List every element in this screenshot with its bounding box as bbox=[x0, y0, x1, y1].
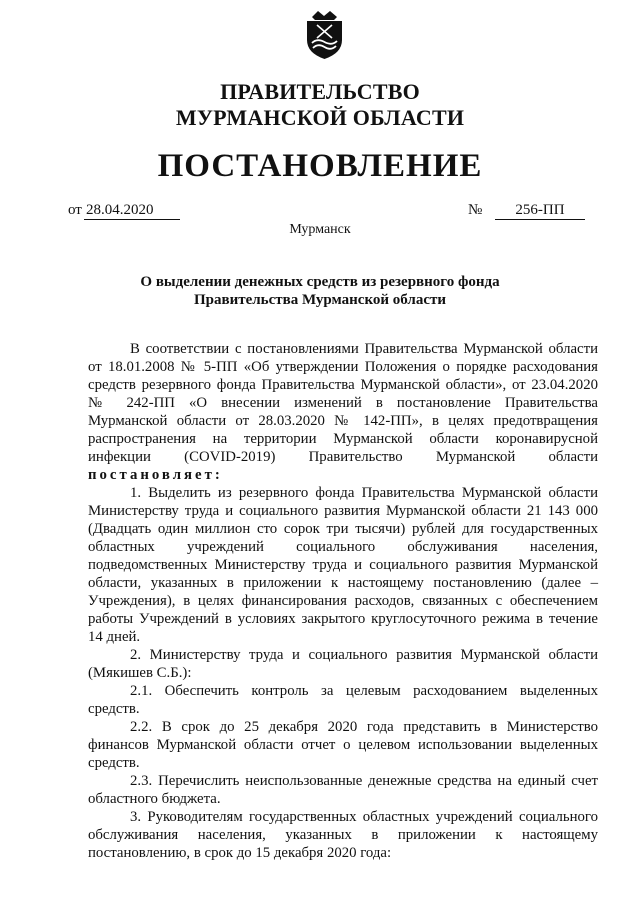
document-number: 256-ПП bbox=[495, 201, 585, 220]
paragraph-2-1: 2.1. Обеспечить контроль за целевым расходованием выделенных средств. bbox=[88, 683, 598, 717]
coat-of-arms-icon bbox=[303, 8, 346, 60]
paragraph-2-3: 2.3. Перечислить неиспользованные денежные средства на единый счет областного бюджета. bbox=[88, 773, 598, 807]
paragraph-2-2: 2.2. В срок до 25 декабря 2020 года представить в Министерство финансов Мурманской области отчет о целевом использовании выделенных средств. bbox=[88, 719, 598, 771]
title-line2: Правительства Мурманской области bbox=[193, 292, 447, 308]
document-body bbox=[88, 340, 598, 862]
paragraph-3: 3. Руководителям государственных областных учреждений социального обслуживания населения, указанных в приложении к настоящему постановлению, в срок до 15 декабря 2020 года: bbox=[88, 809, 598, 861]
org-name-line1: ПРАВИТЕЛЬСТВО bbox=[220, 79, 420, 104]
paragraph-1: 1. Выделить из резервного фонда Правительства Мурманской области Министерству труда и социального развития Мурманской области 21 143 000 (Двадцать один миллион сто сорок три тысячи) рублей для государственных областных учреждений социального обслуживания населения, подведомственных Министерству труда и социального развития Мурманской области, указанных в приложении к настоящему постановлению (далее – Учреждения), в целях финансирования расходов, связанных с обеспечением работы Учреждений в условиях закрытого круглосуточного режима в течение 14 дней. bbox=[88, 485, 598, 645]
title-line1: О выделении денежных средств из резервного фонда bbox=[140, 274, 500, 290]
number-label: № bbox=[468, 202, 483, 218]
document-date: 28.04.2020 bbox=[84, 201, 180, 220]
preamble bbox=[88, 340, 598, 484]
document-type: ПОСТАНОВЛЕНИЕ bbox=[157, 148, 483, 184]
preamble-text: В соответствии с постановлениями Правительства Мурманской области от 18.01.2008 № 5-ПП «Об утверждении Положения о порядке расходования средств резервного фонда Правительства Мурманской области», от 23.04.2020 № 242-ПП «О внесении изменений в постановление Правительства Мурманской области от 28.03.2020 № 142-ПП», в целях предотвращения распространения на территории Мурманской области коронавирусной инфекции (COVID-2019) Правительство Мурманской области bbox=[88, 341, 598, 465]
date-label: от bbox=[68, 202, 82, 218]
city: Мурманск bbox=[289, 222, 351, 237]
resolves-word: постановляет: bbox=[88, 467, 223, 483]
paragraph-2: 2. Министерству труда и социального развития Мурманской области (Мякишев С.Б.): bbox=[88, 647, 598, 681]
org-name-line2: МУРМАНСКОЙ ОБЛАСТИ bbox=[175, 105, 465, 130]
document-title bbox=[100, 273, 540, 309]
